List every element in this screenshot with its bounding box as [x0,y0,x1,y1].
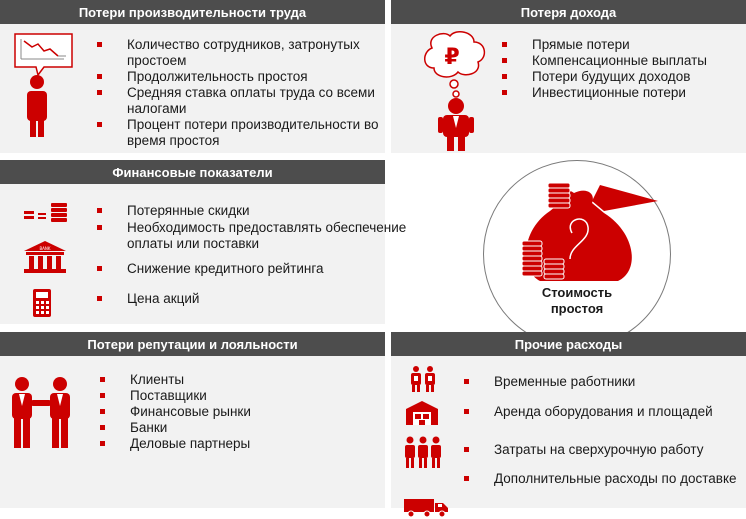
list-item: Финансовые рынки [100,404,380,420]
list-item: Потерянные скидки [97,203,412,219]
panel-labor-title: Потери производительности труда [0,0,385,24]
warehouse-icon [405,400,439,426]
list-item: Необходимость предоставлять обеспечение оплаты или поставки [97,220,412,252]
list-item: Поставщики [100,388,380,404]
worker-with-chart-icon [12,31,78,143]
truck-icon [403,497,449,519]
panel-income-loss [391,0,746,153]
labor-list [97,37,382,149]
panel-financial-title: Финансовые показатели [0,160,385,184]
money-bag-icon [500,171,660,291]
panel-labor-productivity [0,0,385,153]
temp-workers-icon [409,365,437,393]
bank-icon [22,240,68,274]
reputation-list [100,372,380,452]
list-item: Потери будущих доходов [502,69,742,85]
handshake-icon [8,376,74,456]
thinking-person-ruble-icon [416,28,496,153]
team-icon [403,436,443,470]
panel-financial [0,160,407,324]
list-item: Продолжительность простоя [97,69,382,85]
list-item: Дополнительные расходы по доставке [464,471,746,487]
downtime-cost-circle [483,160,671,348]
panel-other-costs [391,332,746,508]
panel-reputation [0,332,385,508]
ruble-symbol: ₽ [444,45,460,70]
list-item: Прямые потери [502,37,742,53]
list-item: Временные работники [464,374,746,390]
list-item: Затраты на сверхурочную работу [464,442,746,458]
list-item: Процент потери производительности во время простоя [97,117,382,149]
list-item: Снижение кредитного рейтинга [97,261,412,277]
list-item: Деловые партнеры [100,436,380,452]
list-item: Инвестиционные потери [502,85,742,101]
panel-other-title: Прочие расходы [391,332,746,356]
label-line-2: простоя [550,301,604,316]
calculator-icon [32,288,52,318]
list-item: Количество сотрудников, затронутых простоем [97,37,382,69]
list-item: Клиенты [100,372,380,388]
bank-label: BANK [39,246,51,251]
list-item: Банки [100,420,380,436]
list-item: Цена акций [97,291,412,307]
panel-reputation-title: Потери репутации и лояльности [0,332,385,356]
panel-income-title: Потеря дохода [391,0,746,24]
downtime-cost-label [484,285,670,317]
coins-icon [22,202,72,224]
list-item: Компенсационные выплаты [502,53,742,69]
list-item: Аренда оборудования и площадей [464,404,746,420]
list-item: Средняя ставка оплаты труда со всеми налогами [97,85,382,117]
label-line-1: Стоимость [541,285,613,300]
income-list [502,37,742,101]
